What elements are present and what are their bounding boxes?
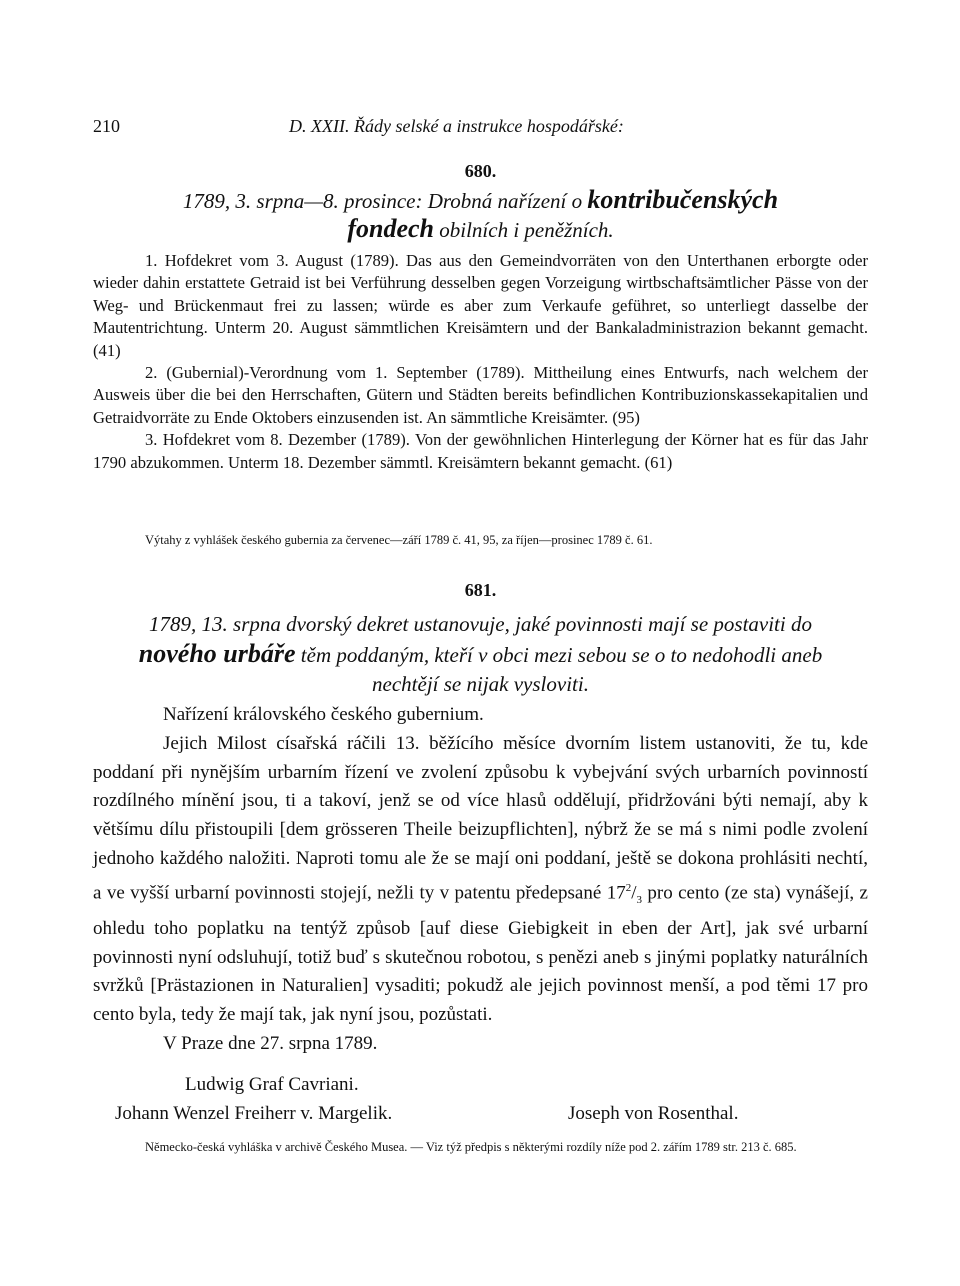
signatory-1: Ludwig Graf Cavriani. — [185, 1074, 359, 1095]
title-line-2: těm poddaným, kteří v obci mezi sebou se o to nedohodli aneb — [300, 643, 823, 667]
title-line-3: nechtějí se nijak vysloviti. — [372, 672, 589, 696]
entry-title-681 — [93, 610, 868, 699]
place-date: V Praze dne 27. srpna 1789. — [163, 1032, 378, 1054]
entry-number-681: 681. — [464, 580, 497, 600]
title-emphasis: nového urbáře — [138, 639, 296, 668]
main-paragraph: Jejich Milost císařská ráčili 13. běžícího měsíce dvorním listem ustanoviti, že tu, kde poddaní při nynějším urbarním řízení ve zvolení způsobu k vybejvání svých urbarních povinností rozdílného mínění jsou, ti a takoví, jenž se od více hlasů oddělují, přidržováni býti nemají, aby k většímu dílu přistoupili [dem grösseren Theile beizupflichten], nýbrž že se má s nimi podle zvolení jednoho každého naložiti. Naproti tomu ale že se mají oni poddaní, ještě se dokona prohlásiti nechtí, a ve vyšší urbarní povinnosti stojejí, nežli ty v patentu předepsané $17^2/_3$ pro cento (ze sta) vynášejí, z ohledu toho poplatku na tentýž způsob [auf diese Giebigkeit in eben der Art], jak své urbarní povinnosti nyní odsluhují, totiž buď s skutečnou robotou, s penězi aneb s jinými poplatky naturálních svržků [Prästazionen in Naturalien] vysaditi; pokudž ale jejich povinnost menší, a pod těmi 17 pro cento byla, tedy že mají tak, jak nyní jsou, pozůstati. — [93, 732, 868, 1026]
paragraph: 1. Hofdekret vom 3. August (1789). Das aus den Gemeindvorräten von den Unterthanen erborgte oder wieder dahin erstattete Getraid ist bei Verführung desselben gegen Vorzeigung wirtbschaftsämtlicher Pässe von der Weg- und Brückenmaut frei zu lassen; würde es aber zum Verkaufe geführet, so unterliegt dasselbe der Mautentrichtung. Unterm 20. August sämmtlichen Kreisämtern und der Bankaladministrazion bekannt gemacht. (41) — [93, 251, 868, 360]
fraction-denominator: 3 — [636, 893, 642, 906]
title-emphasis: kontribučenských — [587, 185, 779, 214]
paragraph: 3. Hofdekret vom 8. Dezember (1789). Von der gewöhnlichen Hinterlegung der Körner hat es für das Jahr 1790 abzukommen. Unterm 18. Dezember sämmtl. Kreisämtern bekannt gemacht. (61) — [93, 430, 868, 472]
fraction-numerator: 2 — [625, 881, 632, 894]
title-prefix: 1789, 3. srpna—8. prosince: Drobná nařízení o — [182, 189, 583, 213]
intro-line: Nařízení královského českého gubernium. — [163, 704, 484, 725]
text-after-fraction: pro cento (ze sta) vynášejí, z ohledu toho poplatku na tentýž způsob [auf diese Giebigkeit in eben der Art], jak své urbarní povinnosti nyní odsluhují, totiž buď s skutečnou robotou, s penězi aneb s jinými poplatky naturálních svržků [Prästazionen in Naturalien] vysaditi; pokudž ale jejich povinnost menší, a pod těmi 17 pro cento byla, tedy že mají tak, jak nyní jsou, pozůstati. — [93, 882, 868, 1026]
page-number: 210 — [93, 116, 120, 136]
title-line-1: 1789, 13. srpna dvorský dekret ustanovuje, jaké povinnosti mají se postaviti do — [149, 612, 812, 636]
entry-title-680 — [93, 186, 868, 244]
entry-number-680: 680. — [464, 161, 497, 181]
page-header — [93, 116, 868, 140]
title-emphasis-2: fondech — [347, 214, 435, 243]
paragraph: 2. (Gubernial)-Verordnung vom 1. September (1789). Mittheilung eines Entwurfs, nach welchem der Ausweis über die bei den Herrschaften, Gütern und Städten bereits befindlichen Kontribuzionskassekapitalien und Getraidvorräte zu Ende Oktobers einzusenden ist. An sämmtliche Kreisämter. (95) — [93, 363, 868, 427]
source-note-680: Výtahy z vyhlášek českého gubernia za červenec—září 1789 č. 41, 95, za říjen—prosinec 1789 č. 61. — [145, 533, 653, 547]
signatory-2: Johann Wenzel Freiherr v. Margelik. — [115, 1103, 393, 1124]
source-note-681: Německo-česká vyhláška v archivě Českého Musea. — Viz týž předpis s některými rozdíly níže pod 2. zářím 1789 str. 213 č. 685. — [145, 1140, 797, 1154]
entry-body-681 — [93, 701, 868, 1059]
text-before-fraction: Jejich Milost císařská ráčili 13. běžícího měsíce dvorním listem ustanoviti, že tu, kde poddaní při nynějším urbarním řízení ve zvolení způsobu k vybejvání svých urbarních povinností rozdílného mínění jsou, ti a takoví, jenž se od více hlasů oddělují, přidržováni býti nemají, aby k většímu dílu přistoupili [dem grösseren Theile beizupflichten], nýbrž že se má s nimi podle zvolení jednoho každého naložiti. Naproti tomu ale že se mají oni poddaní, ještě se dokona prohlásiti nechtí, a ve vyšší urbarní povinnosti stojejí, nežli ty v patentu předepsané 17 — [93, 732, 868, 904]
signatory-3: Joseph von Rosenthal. — [568, 1103, 739, 1124]
entry-body-680 — [93, 250, 868, 474]
title-suffix: obilních i peněžních. — [439, 218, 614, 242]
running-title: D. XXII. Řády selské a instrukce hospodářské: — [289, 116, 624, 136]
